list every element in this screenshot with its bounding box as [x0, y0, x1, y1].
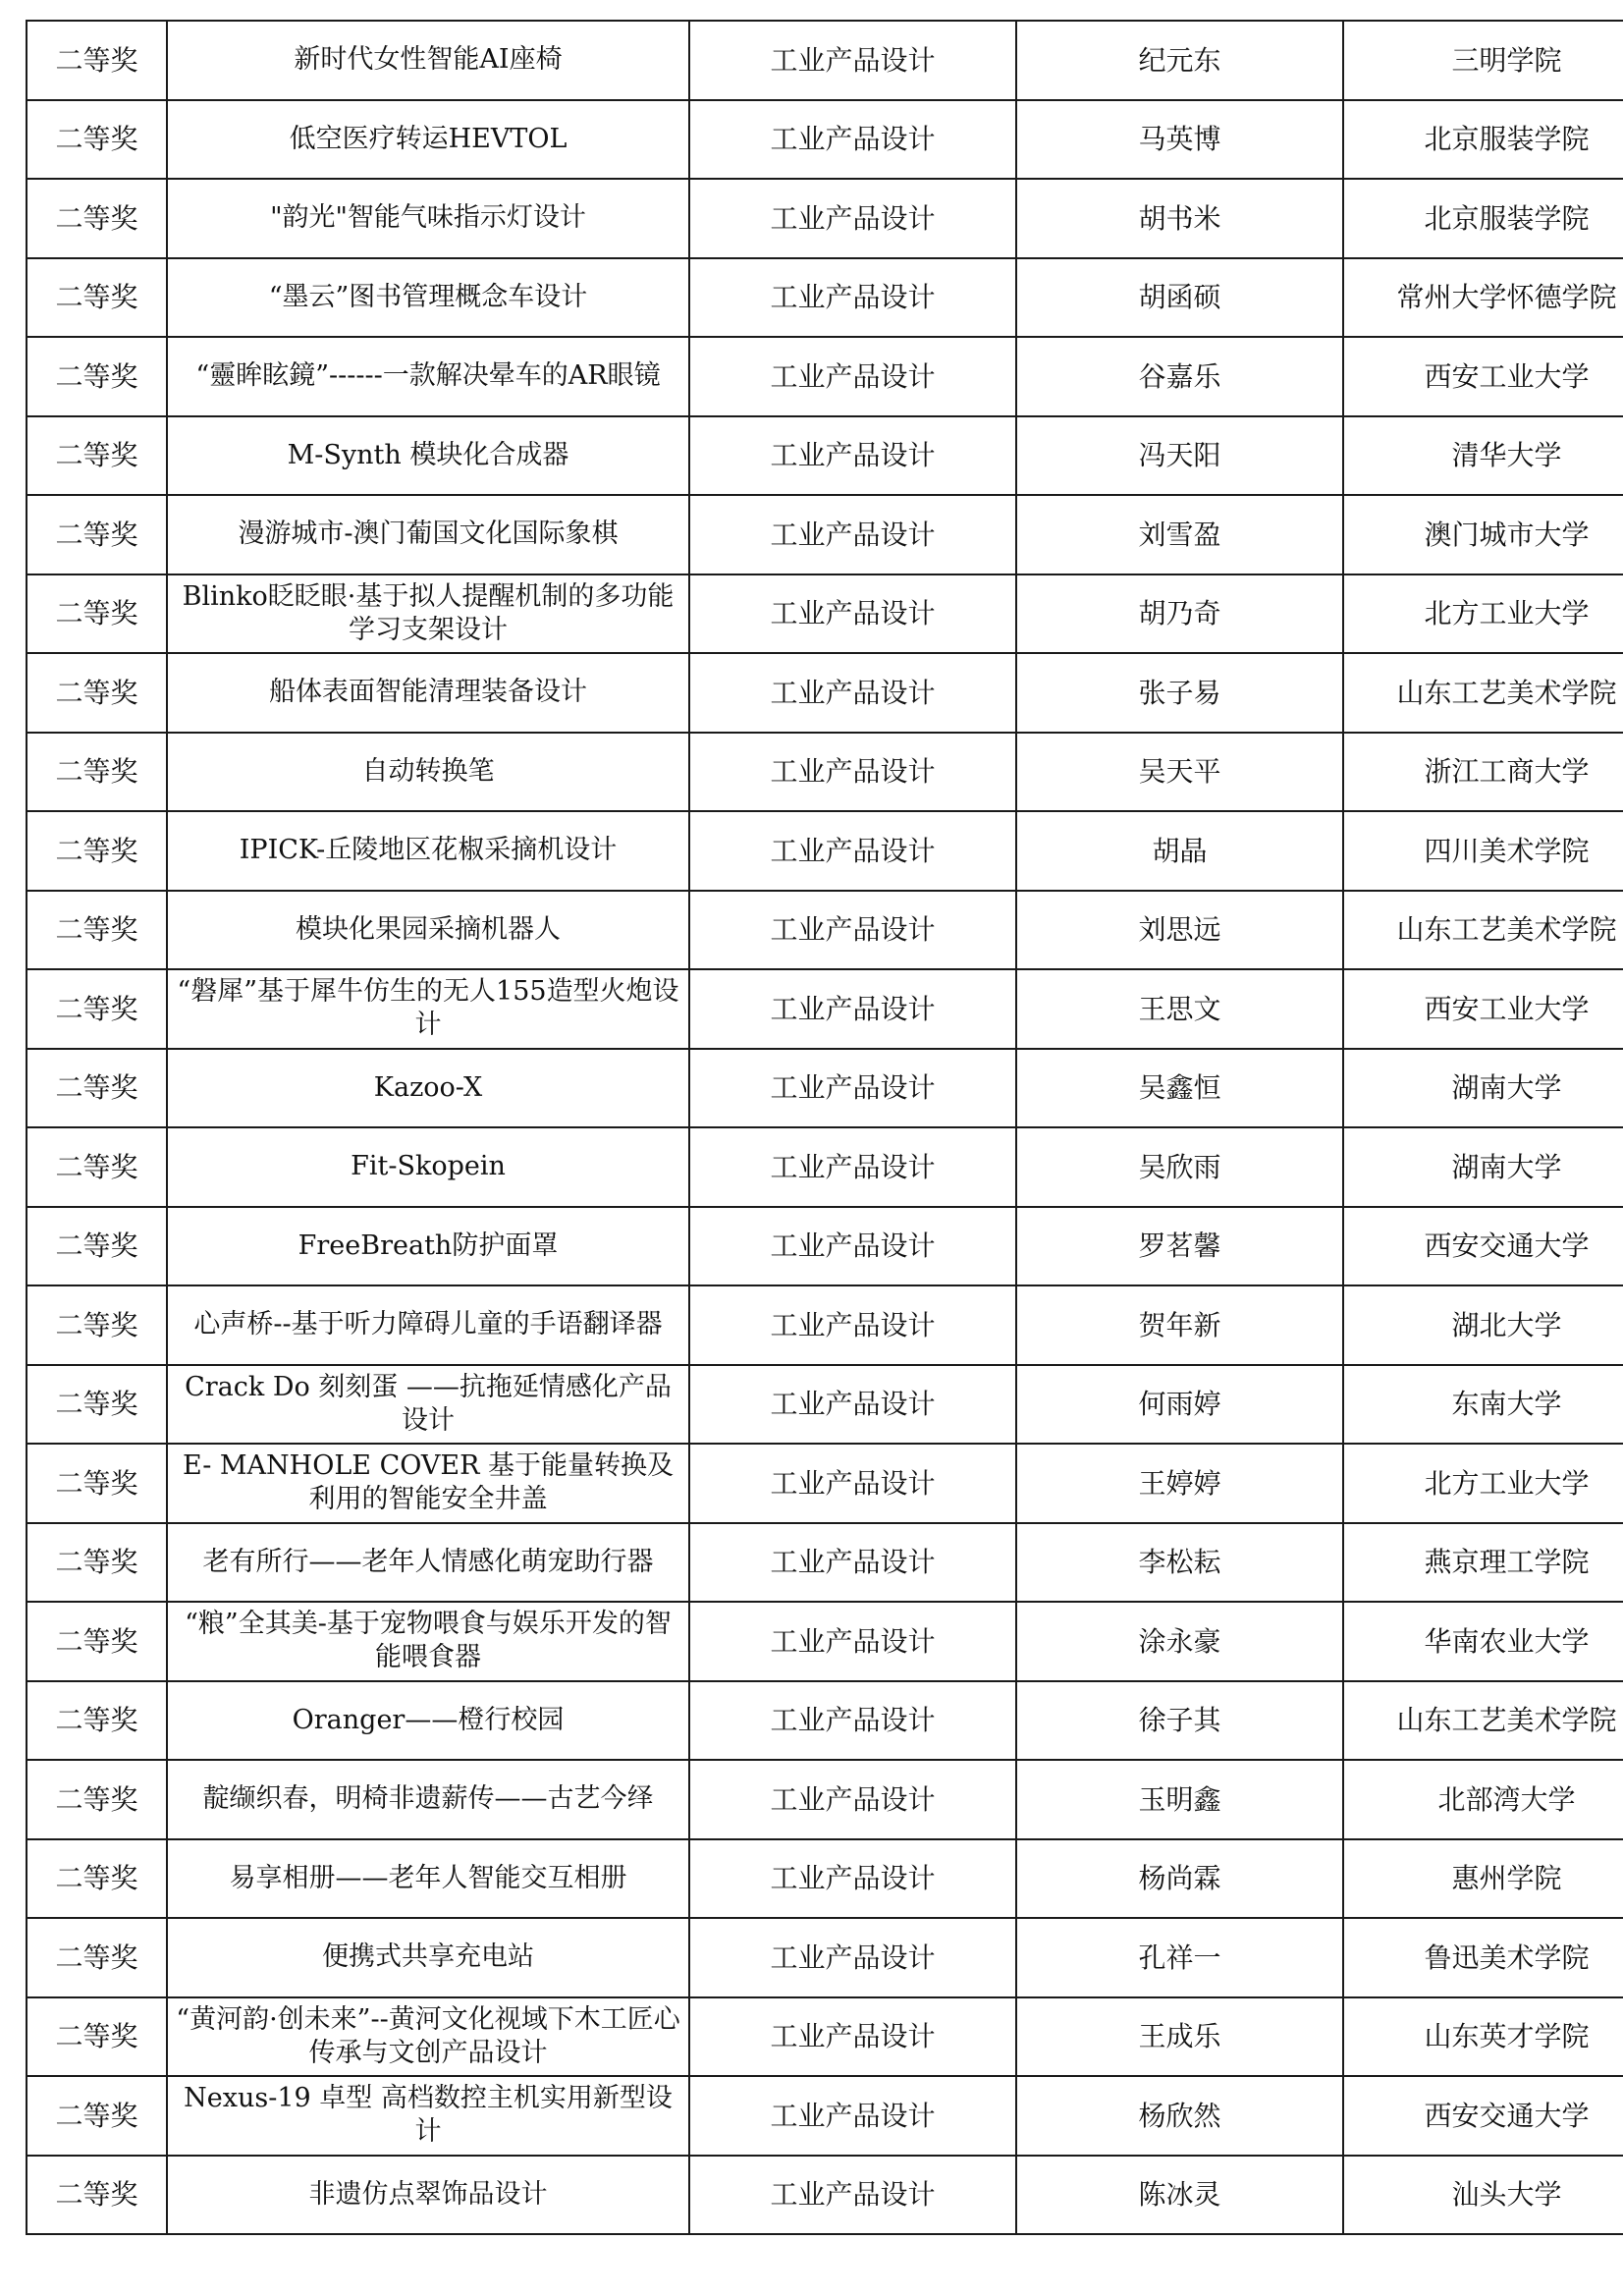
school-cell: 西安工业大学: [1343, 969, 1623, 1049]
author-cell: 冯天阳: [1016, 416, 1343, 496]
awards-table: [26, 20, 1623, 2235]
table-row: [27, 891, 1623, 970]
table-row: [27, 574, 1623, 654]
project-name-cell: Crack Do 刻刻蛋 ——抗拖延情感化产品设计: [167, 1365, 689, 1445]
school-cell: 燕京理工学院: [1343, 1523, 1623, 1603]
award-cell: 二等奖: [27, 416, 167, 496]
award-cell: 二等奖: [27, 1760, 167, 1839]
table-row: [27, 100, 1623, 180]
award-cell: 二等奖: [27, 21, 167, 100]
school-cell: 西安交通大学: [1343, 2076, 1623, 2156]
author-cell: 何雨婷: [1016, 1365, 1343, 1445]
award-cell: 二等奖: [27, 891, 167, 970]
category-cell: 工业产品设计: [689, 1918, 1016, 1997]
category-cell: 工业产品设计: [689, 21, 1016, 100]
project-name-cell: 靛缬织春，明椅非遗薪传——古艺今绎: [167, 1760, 689, 1839]
school-cell: 惠州学院: [1343, 1839, 1623, 1919]
author-cell: 王婷婷: [1016, 1444, 1343, 1523]
table-row: [27, 2076, 1623, 2156]
award-cell: 二等奖: [27, 969, 167, 1049]
school-cell: 山东工艺美术学院: [1343, 891, 1623, 970]
table-row: [27, 811, 1623, 891]
table-row: [27, 1127, 1623, 1207]
author-cell: 胡函硕: [1016, 258, 1343, 338]
category-cell: 工业产品设计: [689, 1523, 1016, 1603]
author-cell: 刘思远: [1016, 891, 1343, 970]
project-name-cell: 模块化果园采摘机器人: [167, 891, 689, 970]
project-name-cell: “墨云”图书管理概念车设计: [167, 258, 689, 338]
award-cell: 二等奖: [27, 1839, 167, 1919]
project-name-cell: M-Synth 模块化合成器: [167, 416, 689, 496]
school-cell: 北部湾大学: [1343, 1760, 1623, 1839]
author-cell: 李松耘: [1016, 1523, 1343, 1603]
table-row: [27, 21, 1623, 100]
author-cell: 玉明鑫: [1016, 1760, 1343, 1839]
table-row: [27, 2156, 1623, 2235]
project-name-cell: “靈眸眩鏡”------一款解决晕车的AR眼镜: [167, 337, 689, 416]
school-cell: 浙江工商大学: [1343, 733, 1623, 812]
table-row: [27, 258, 1623, 338]
category-cell: 工业产品设计: [689, 1127, 1016, 1207]
author-cell: 张子易: [1016, 653, 1343, 733]
awards-table-body: [27, 21, 1623, 2234]
award-cell: 二等奖: [27, 1602, 167, 1681]
award-cell: 二等奖: [27, 1444, 167, 1523]
category-cell: 工业产品设计: [689, 891, 1016, 970]
category-cell: 工业产品设计: [689, 179, 1016, 258]
project-name-cell: Oranger——橙行校园: [167, 1681, 689, 1761]
project-name-cell: 老有所行——老年人情感化萌宠助行器: [167, 1523, 689, 1603]
school-cell: 清华大学: [1343, 416, 1623, 496]
author-cell: 陈冰灵: [1016, 2156, 1343, 2235]
award-cell: 二等奖: [27, 179, 167, 258]
category-cell: 工业产品设计: [689, 1285, 1016, 1365]
author-cell: 贺年新: [1016, 1285, 1343, 1365]
school-cell: 山东英才学院: [1343, 1997, 1623, 2077]
author-cell: 吴鑫恒: [1016, 1049, 1343, 1128]
school-cell: 北方工业大学: [1343, 1444, 1623, 1523]
school-cell: 三明学院: [1343, 21, 1623, 100]
award-cell: 二等奖: [27, 495, 167, 574]
category-cell: 工业产品设计: [689, 1760, 1016, 1839]
award-cell: 二等奖: [27, 653, 167, 733]
award-cell: 二等奖: [27, 1049, 167, 1128]
school-cell: 北京服装学院: [1343, 179, 1623, 258]
category-cell: 工业产品设计: [689, 733, 1016, 812]
project-name-cell: 心声桥--基于听力障碍儿童的手语翻译器: [167, 1285, 689, 1365]
category-cell: 工业产品设计: [689, 1049, 1016, 1128]
school-cell: 湖南大学: [1343, 1127, 1623, 1207]
award-cell: 二等奖: [27, 337, 167, 416]
table-row: [27, 1681, 1623, 1761]
school-cell: 北京服装学院: [1343, 100, 1623, 180]
award-cell: 二等奖: [27, 1997, 167, 2077]
author-cell: 谷嘉乐: [1016, 337, 1343, 416]
award-cell: 二等奖: [27, 574, 167, 654]
author-cell: 胡晶: [1016, 811, 1343, 891]
author-cell: 吴欣雨: [1016, 1127, 1343, 1207]
category-cell: 工业产品设计: [689, 1997, 1016, 2077]
table-row: [27, 1997, 1623, 2077]
school-cell: 澳门城市大学: [1343, 495, 1623, 574]
author-cell: 罗茗馨: [1016, 1207, 1343, 1286]
category-cell: 工业产品设计: [689, 258, 1016, 338]
author-cell: 吴天平: [1016, 733, 1343, 812]
table-row: [27, 1207, 1623, 1286]
award-cell: 二等奖: [27, 258, 167, 338]
table-row: [27, 1602, 1623, 1681]
author-cell: 马英博: [1016, 100, 1343, 180]
project-name-cell: 低空医疗转运HEVTOL: [167, 100, 689, 180]
author-cell: 杨尚霖: [1016, 1839, 1343, 1919]
award-cell: 二等奖: [27, 1681, 167, 1761]
project-name-cell: 非遗仿点翠饰品设计: [167, 2156, 689, 2235]
school-cell: 华南农业大学: [1343, 1602, 1623, 1681]
project-name-cell: Blinko眨眨眼·基于拟人提醒机制的多功能学习支架设计: [167, 574, 689, 654]
project-name-cell: “黄河韵·创未来”--黄河文化视域下木工匠心传承与文创产品设计: [167, 1997, 689, 2077]
author-cell: 涂永豪: [1016, 1602, 1343, 1681]
table-row: [27, 337, 1623, 416]
school-cell: 东南大学: [1343, 1365, 1623, 1445]
author-cell: 胡乃奇: [1016, 574, 1343, 654]
category-cell: 工业产品设计: [689, 416, 1016, 496]
table-row: [27, 1918, 1623, 1997]
category-cell: 工业产品设计: [689, 574, 1016, 654]
project-name-cell: 自动转换笔: [167, 733, 689, 812]
author-cell: 徐子其: [1016, 1681, 1343, 1761]
category-cell: 工业产品设计: [689, 1365, 1016, 1445]
table-row: [27, 1365, 1623, 1445]
category-cell: 工业产品设计: [689, 2076, 1016, 2156]
school-cell: 北方工业大学: [1343, 574, 1623, 654]
project-name-cell: “粮”全其美-基于宠物喂食与娱乐开发的智能喂食器: [167, 1602, 689, 1681]
category-cell: 工业产品设计: [689, 1444, 1016, 1523]
award-cell: 二等奖: [27, 2156, 167, 2235]
table-row: [27, 1760, 1623, 1839]
table-row: [27, 733, 1623, 812]
category-cell: 工业产品设计: [689, 1207, 1016, 1286]
category-cell: 工业产品设计: [689, 495, 1016, 574]
table-row: [27, 416, 1623, 496]
award-cell: 二等奖: [27, 1918, 167, 1997]
award-cell: 二等奖: [27, 2076, 167, 2156]
project-name-cell: 新时代女性智能AI座椅: [167, 21, 689, 100]
project-name-cell: 漫游城市-澳门葡国文化国际象棋: [167, 495, 689, 574]
project-name-cell: “磐犀”基于犀牛仿生的无人155造型火炮设计: [167, 969, 689, 1049]
table-row: [27, 1049, 1623, 1128]
award-cell: 二等奖: [27, 1365, 167, 1445]
table-row: [27, 969, 1623, 1049]
project-name-cell: 便携式共享充电站: [167, 1918, 689, 1997]
award-cell: 二等奖: [27, 1127, 167, 1207]
category-cell: 工业产品设计: [689, 811, 1016, 891]
category-cell: 工业产品设计: [689, 337, 1016, 416]
category-cell: 工业产品设计: [689, 2156, 1016, 2235]
author-cell: 刘雪盈: [1016, 495, 1343, 574]
table-row: [27, 1839, 1623, 1919]
school-cell: 湖南大学: [1343, 1049, 1623, 1128]
table-row: [27, 1444, 1623, 1523]
project-name-cell: 船体表面智能清理装备设计: [167, 653, 689, 733]
award-cell: 二等奖: [27, 733, 167, 812]
category-cell: 工业产品设计: [689, 1602, 1016, 1681]
author-cell: 杨欣然: [1016, 2076, 1343, 2156]
author-cell: 纪元东: [1016, 21, 1343, 100]
project-name-cell: 易享相册——老年人智能交互相册: [167, 1839, 689, 1919]
project-name-cell: "韵光"智能气味指示灯设计: [167, 179, 689, 258]
table-row: [27, 179, 1623, 258]
author-cell: 王思文: [1016, 969, 1343, 1049]
author-cell: 胡书米: [1016, 179, 1343, 258]
author-cell: 王成乐: [1016, 1997, 1343, 2077]
award-cell: 二等奖: [27, 100, 167, 180]
category-cell: 工业产品设计: [689, 969, 1016, 1049]
project-name-cell: E- MANHOLE COVER 基于能量转换及利用的智能安全井盖: [167, 1444, 689, 1523]
category-cell: 工业产品设计: [689, 1681, 1016, 1761]
school-cell: 四川美术学院: [1343, 811, 1623, 891]
award-cell: 二等奖: [27, 1285, 167, 1365]
school-cell: 湖北大学: [1343, 1285, 1623, 1365]
project-name-cell: FreeBreath防护面罩: [167, 1207, 689, 1286]
project-name-cell: Nexus-19 卓型 高档数控主机实用新型设计: [167, 2076, 689, 2156]
table-row: [27, 1285, 1623, 1365]
school-cell: 鲁迅美术学院: [1343, 1918, 1623, 1997]
category-cell: 工业产品设计: [689, 1839, 1016, 1919]
project-name-cell: Kazoo-X: [167, 1049, 689, 1128]
category-cell: 工业产品设计: [689, 100, 1016, 180]
project-name-cell: IPICK-丘陵地区花椒采摘机设计: [167, 811, 689, 891]
table-row: [27, 1523, 1623, 1603]
table-row: [27, 495, 1623, 574]
award-cell: 二等奖: [27, 811, 167, 891]
category-cell: 工业产品设计: [689, 653, 1016, 733]
school-cell: 汕头大学: [1343, 2156, 1623, 2235]
school-cell: 西安工业大学: [1343, 337, 1623, 416]
project-name-cell: Fit-Skopein: [167, 1127, 689, 1207]
school-cell: 西安交通大学: [1343, 1207, 1623, 1286]
school-cell: 山东工艺美术学院: [1343, 653, 1623, 733]
author-cell: 孔祥一: [1016, 1918, 1343, 1997]
school-cell: 常州大学怀德学院: [1343, 258, 1623, 338]
school-cell: 山东工艺美术学院: [1343, 1681, 1623, 1761]
table-row: [27, 653, 1623, 733]
award-cell: 二等奖: [27, 1523, 167, 1603]
award-cell: 二等奖: [27, 1207, 167, 1286]
